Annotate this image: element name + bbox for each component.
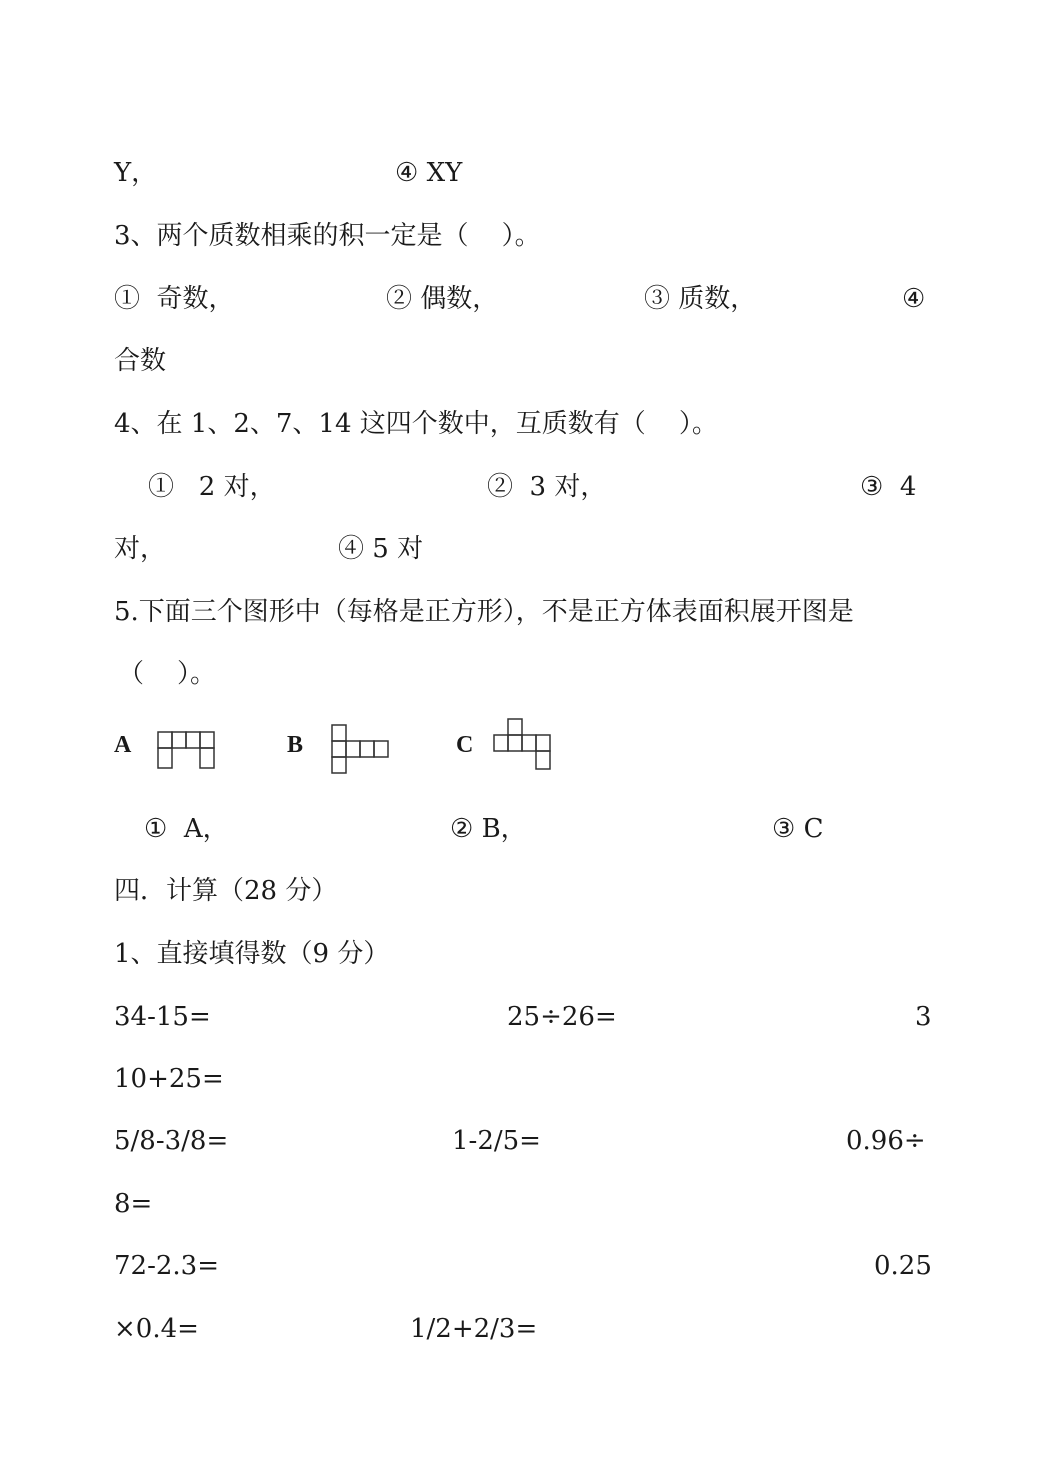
q3-option-1: ① 奇数， (114, 284, 235, 314)
question-3: 3、两个质数相乘的积一定是（ ）。 (114, 221, 541, 251)
figure-b-net (331, 724, 391, 776)
q5-option-3: ③ C (772, 814, 824, 844)
calc-6-start: 0.96÷ (846, 1126, 926, 1156)
q4-option-1: ① 2 对， (148, 472, 276, 502)
q5-option-2: ② B， (450, 814, 527, 844)
calc-9: 1/2+2/3= (410, 1314, 538, 1344)
option-4-xy: ④ XY (395, 158, 463, 188)
calc-2: 25÷26= (507, 1002, 617, 1032)
q5-option-1: ① A， (144, 814, 229, 844)
calc-3-end: 10+25= (114, 1064, 224, 1094)
section-4-title: 四．计算（28 分） (114, 876, 338, 906)
q4-option-4: ④ 5 对 (338, 534, 424, 564)
q4-option-2: ② 3 对， (487, 472, 607, 502)
q3-option-2: ② 偶数， (386, 284, 499, 314)
q3-option-4-text: 合数 (114, 346, 167, 376)
q4-option-3: ③ 4 (860, 472, 917, 502)
calc-5: 1-2/5= (452, 1126, 541, 1156)
q3-option-3: ③ 质数， (644, 284, 757, 314)
calc-3-start: 3 (915, 1002, 932, 1032)
q4-option-3-tail: 对， (114, 534, 167, 564)
calc-6-end: 8= (114, 1189, 153, 1219)
figure-b-label: B (287, 732, 304, 758)
calc-4: 5/8-3/8= (114, 1126, 229, 1156)
question-5-blank: （ ）。 (118, 659, 217, 689)
calc-1: 34-15= (114, 1002, 211, 1032)
calc-8-start: 0.25 (874, 1251, 932, 1281)
figure-c-net (491, 718, 555, 774)
calc-8-end: ×0.4= (114, 1314, 199, 1344)
figure-c-label: C (456, 732, 474, 758)
q3-option-4: ④ (902, 284, 926, 314)
question-5: 5.下面三个图形中（每格是正方形），不是正方体表面积展开图是 (114, 597, 854, 627)
subsection-1-title: 1、直接填得数（9 分） (114, 939, 390, 969)
figure-a-label: A (114, 732, 132, 758)
option-y-tail: Y， (114, 158, 158, 188)
calc-7: 72-2.3= (114, 1251, 220, 1281)
question-4: 4、在 1、2、7、14 这四个数中，互质数有（ ）。 (114, 409, 718, 439)
figure-a-net (157, 731, 217, 771)
